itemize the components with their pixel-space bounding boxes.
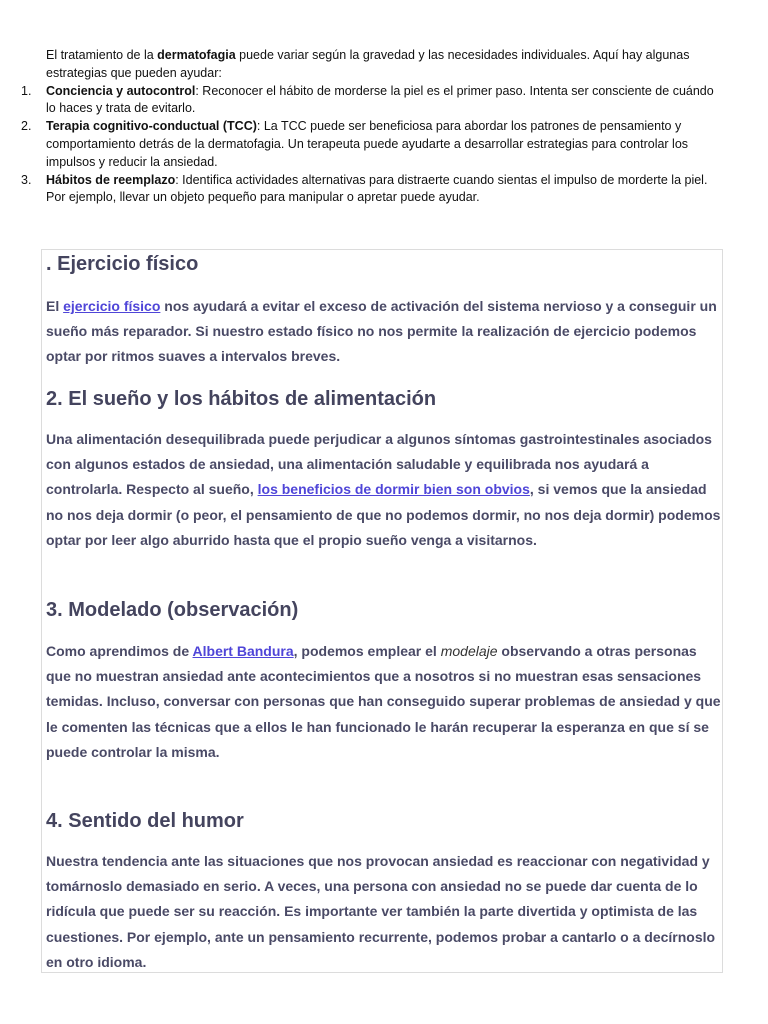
list-number: 3. <box>21 172 32 187</box>
list-item-title: Hábitos de reemplazo <box>46 172 176 187</box>
section-sueno <box>46 386 722 553</box>
list-item-text: : La TCC puede ser beneficiosa para abordar los patrones de pensamiento y comportamiento detrás de la dermatofagia. Un terapeuta puede ayudarte a desarrollar estrategias para controlar los impulsos y reducir la ansiedad. <box>46 119 689 169</box>
strategy-list <box>21 83 726 208</box>
ejercicio-fisico-link[interactable]: ejercicio físico <box>63 298 161 314</box>
beneficios-dormir-link[interactable]: los beneficios de dormir bien son obvios <box>257 481 530 498</box>
list-item <box>21 172 726 208</box>
list-number: 1. <box>21 83 32 98</box>
list-item-text: : Reconocer el hábito de morderse la piel es el primer paso. Intenta ser consciente de cuándo lo haces y trata de evitarlo. <box>46 83 714 116</box>
paragraph-text: El <box>46 298 64 314</box>
section-heading: 3. Modelado (observación) <box>46 599 299 621</box>
section-heading: 2. El sueño y los hábitos de alimentación <box>46 388 437 410</box>
paragraph-text: observando a otras personas que no muestran ansiedad ante acontecimientos que a nosotros si no muestran esas sensaciones temidas. Incluso, conversar con personas que han conseguido superar problemas de ansiedad y que le comenten las técnicas que a ellos le han funcionado le harán recuperar la esperanza en que sí se puede controlar la misma. <box>46 643 721 760</box>
list-item-text: : Identifica actividades alternativas para distraerte cuando sientas el impulso de morderte la piel. Por ejemplo, llevar un objeto pequeño para manipular o apretar puede ayudar. <box>46 172 708 205</box>
section-heading: 4. Sentido del humor <box>46 810 244 832</box>
intro-paragraph <box>46 47 726 83</box>
intro-keyword: dermatofagia <box>157 48 236 62</box>
paragraph-text: Como aprendimos de <box>46 643 193 659</box>
emphasis-term: modelaje <box>440 643 498 659</box>
albert-bandura-link[interactable]: Albert Bandura <box>192 643 294 659</box>
list-item-title: Conciencia y autocontrol <box>46 83 196 98</box>
paragraph-text: , podemos emplear el <box>293 643 441 659</box>
paragraph-text: , si vemos que la ansiedad no nos deja dormir (o peor, el pensamiento de que no podemos dormir, no nos deja dormir) podemos optar por leer algo aburrido hasta que el propio sueño venga a visitarnos. <box>46 481 721 548</box>
paragraph-text: Una alimentación desequilibrada puede perjudicar a algunos síntomas gastrointestinales asociados con algunos estados de ansiedad, una alimentación saludable y equilibrada nos ayudará a controlarla. Respecto al sueño, <box>46 431 712 498</box>
section-paragraph <box>46 294 722 370</box>
paragraph-text: nos ayudará a evitar el exceso de activación del sistema nervioso y a conseguir un sueño más reparador. Si nuestro estado físico no nos permite la realización de ejercicio podemos optar por ritmos suaves a intervalos breves. <box>46 298 717 365</box>
section-paragraph: Nuestra tendencia ante las situaciones que nos provocan ansiedad es reaccionar con negatividad y tomárnoslo demasiado en serio. A veces, una persona con ansiedad no se puede dar cuenta de lo ridícula que puede ser su reacción. Es importante ver también la parte divertida y optimista de las cuestiones. Por ejemplo, ante un pensamiento recurrente, podemos probar a cantarlo o a decírnoslo en otro idioma. <box>46 853 716 970</box>
list-item <box>21 83 726 119</box>
section-paragraph <box>46 427 722 553</box>
section-ejercicio <box>46 251 722 370</box>
list-item-title: Terapia cognitivo-conductual (TCC) <box>46 119 257 134</box>
intro-text-rest: puede variar según la gravedad y las necesidades individuales. Aquí hay algunas estrategias que pueden ayudar: <box>46 48 690 80</box>
section-humor <box>46 808 722 975</box>
intro-text: El tratamiento de la <box>46 48 158 62</box>
section-modelado <box>46 597 722 765</box>
list-item <box>21 118 726 171</box>
intro-block <box>21 47 726 207</box>
section-paragraph <box>46 639 722 765</box>
section-heading: . Ejercicio físico <box>46 253 199 275</box>
list-number: 2. <box>21 119 32 134</box>
